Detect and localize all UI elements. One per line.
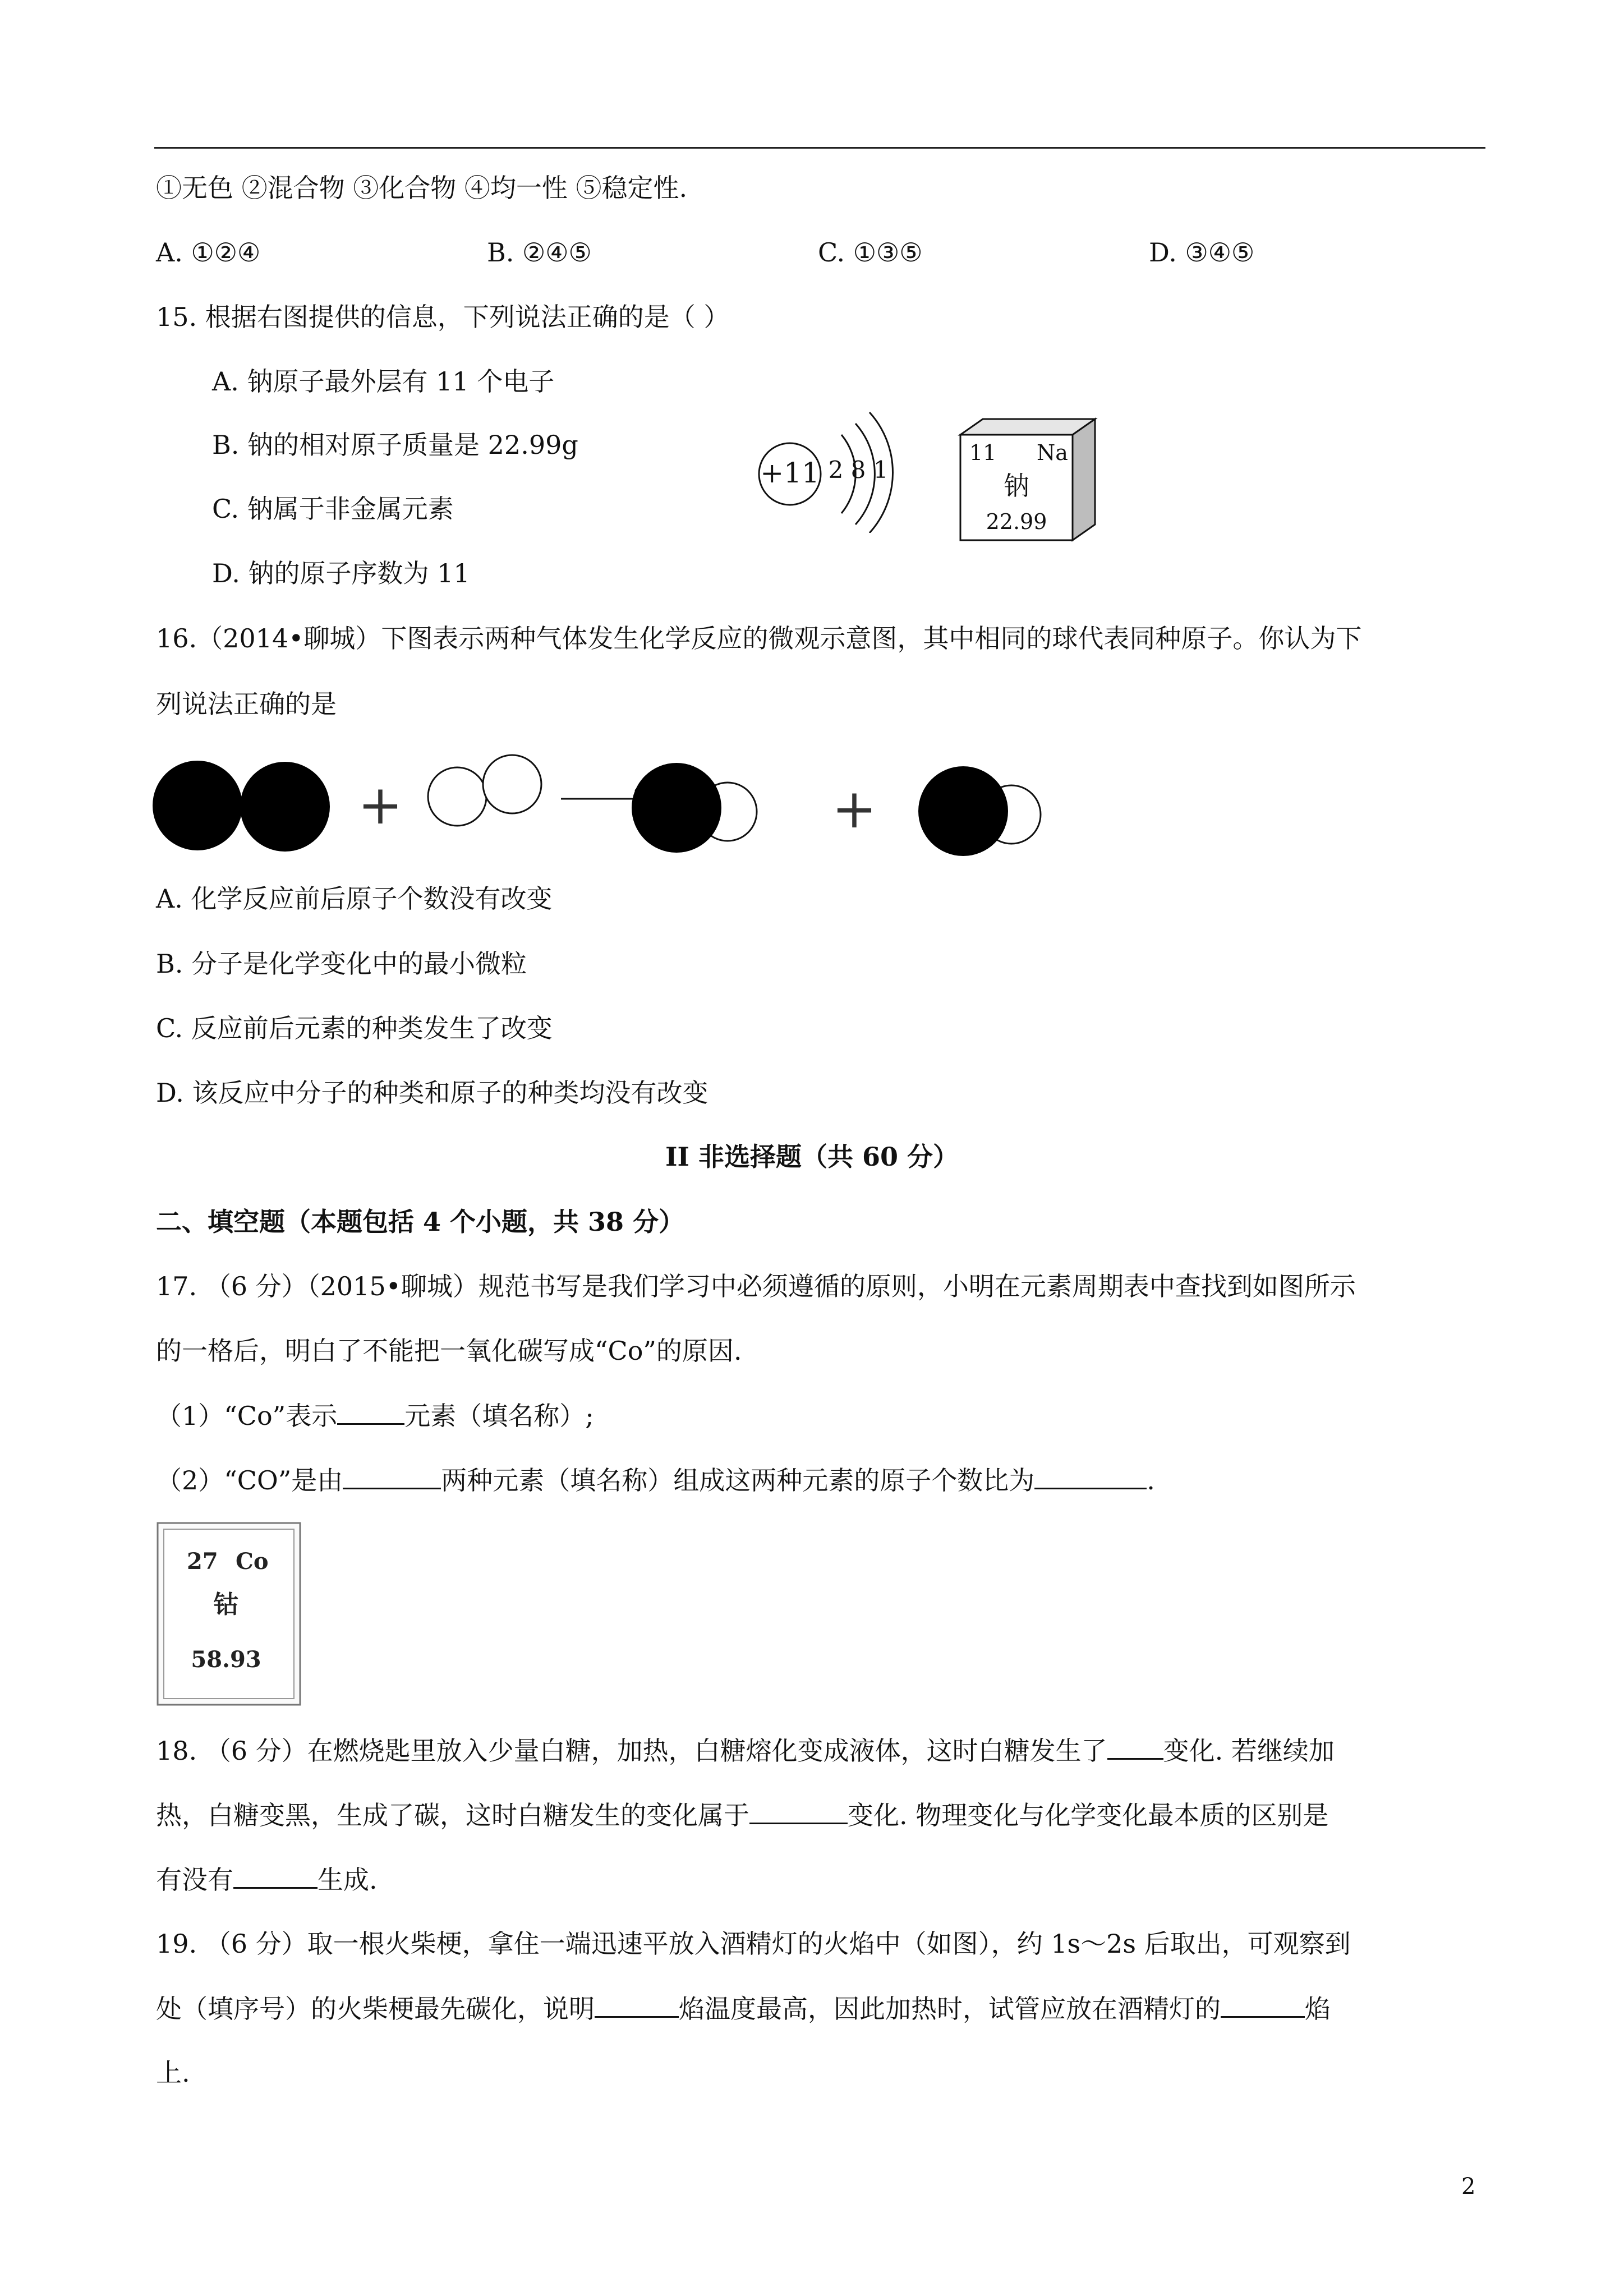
q14-option-c: C. ①③⑤ [818, 237, 923, 268]
na-atomic-mass: 22.99 [986, 509, 1047, 534]
white-atom-icon [483, 755, 541, 813]
na-name: 钠 [1004, 471, 1029, 501]
q17-sub1 [156, 1398, 594, 1433]
q15-option-d: D. 钠的原子序数为 11 [212, 558, 470, 588]
q14-option-b: B. ②④⑤ [487, 237, 592, 268]
q19-blank-1[interactable] [595, 1991, 679, 2018]
q19-blank-2[interactable] [1221, 1991, 1305, 2018]
q17-sub2-mid: 两种元素（填名称）组成这两种元素的原子个数比为 [441, 1465, 1035, 1496]
na-symbol: Na [1037, 440, 1068, 465]
q14-option-a: A. ①②④ [156, 237, 261, 268]
q16-option-c: C. 反应前后元素的种类发生了改变 [156, 1013, 553, 1043]
q17-line2: 的一格后，明白了不能把一氧化碳写成“Co”的原因. [156, 1336, 742, 1366]
q15-option-c: C. 钠属于非金属元素 [212, 494, 454, 524]
black-atom-icon [153, 761, 242, 850]
q19-line3: 上. [156, 2058, 190, 2088]
white-atom-icon [428, 767, 486, 826]
q18-blank-3[interactable] [233, 1862, 318, 1889]
q18-blank-2[interactable] [749, 1798, 848, 1824]
q18-blank-1[interactable] [1107, 1733, 1163, 1760]
co-symbol: Co [236, 1548, 269, 1575]
q15-option-a: A. 钠原子最外层有 11 个电子 [212, 366, 555, 397]
q18-line1-post: 变化. 若继续加 [1163, 1736, 1335, 1766]
q18-line1 [156, 1733, 1335, 1768]
q17-line1: 17. （6 分）（2015•聊城）规范书写是我们学习中必须遵循的原则，小明在元素周期表中查找到如图所示 [156, 1271, 1356, 1301]
q18-line2-pre: 热，白糖变黑，生成了碳，这时白糖发生的变化属于 [156, 1800, 749, 1830]
na-atomic-number: 11 [969, 440, 997, 465]
q19-line1: 19. （6 分）取一根火柴梗，拿住一端迅速平放入酒精灯的火焰中（如图），约 1s～2s 后取出，可观察到 [156, 1929, 1351, 1959]
q18-line3-pre: 有没有 [156, 1865, 233, 1895]
q16-option-d: D. 该反应中分子的种类和原子的种类均没有改变 [156, 1078, 709, 1108]
q19-line2-post: 焰 [1305, 1994, 1331, 2024]
q17-blank-1[interactable] [337, 1398, 404, 1425]
cobalt-element-card [156, 1521, 302, 1706]
q18-line3 [156, 1862, 378, 1897]
sodium-element-card [954, 412, 1099, 544]
q17-sub2-post: . [1147, 1465, 1155, 1496]
q17-blank-2[interactable] [343, 1463, 441, 1489]
black-atom-icon [240, 762, 330, 852]
q15-option-b: B. 钠的相对原子质量是 22.99g [212, 430, 578, 460]
q17-sub1-pre: （1）“Co”表示 [156, 1401, 338, 1431]
co-atomic-number: 27 [187, 1548, 218, 1575]
q18-line3-post: 生成. [318, 1865, 378, 1895]
q18-line2 [156, 1798, 1328, 1832]
q17-blank-3[interactable] [1034, 1463, 1147, 1489]
q15-stem: 15. 根据右图提供的信息，下列说法正确的是（ ） [156, 302, 730, 332]
q17-sub2 [156, 1463, 1155, 1497]
q14-option-d: D. ③④⑤ [1149, 237, 1255, 268]
q17-sub1-post: 元素（填名称）; [404, 1401, 594, 1431]
black-atom-icon [632, 763, 721, 853]
section2-heading: 二、填空题（本题包括 4 个小题，共 38 分） [156, 1207, 685, 1237]
electron-shells: 2 8 1 [828, 456, 889, 484]
header-rule [154, 147, 1485, 149]
q16-option-b: B. 分子是化学变化中的最小微粒 [156, 949, 527, 979]
q18-line2-post: 变化. 物理变化与化学变化最本质的区别是 [848, 1800, 1329, 1830]
q16-option-a: A. 化学反应前后原子个数没有改变 [156, 884, 553, 914]
q19-line2 [156, 1991, 1331, 2026]
q16-stem-line2: 列说法正确的是 [156, 689, 337, 719]
page-number: 2 [1461, 2174, 1476, 2200]
q17-sub2-pre: （2）“CO”是由 [156, 1465, 343, 1496]
q19-line2-mid: 焰温度最高，因此加热时，试管应放在酒精灯的 [679, 1994, 1221, 2024]
sodium-atom-structure-diagram [752, 404, 909, 533]
reaction-micro-diagram [151, 746, 1060, 864]
nucleus-charge: +11 [760, 457, 820, 489]
plus-sign-2: + [831, 777, 877, 840]
black-atom-icon [918, 766, 1008, 856]
plus-sign-1: + [357, 774, 403, 836]
q18-line1-pre: 18. （6 分）在燃烧匙里放入少量白糖，加热，白糖熔化变成液体，这时白糖发生了 [156, 1736, 1107, 1766]
q16-stem-line1: 16.（2014•聊城）下图表示两种气体发生化学反应的微观示意图，其中相同的球代表同种原子。你认为下 [156, 623, 1362, 654]
q19-line2-pre: 处（填序号）的火柴梗最先碳化，说明 [156, 1994, 595, 2024]
co-name: 钴 [214, 1590, 238, 1619]
co-atomic-mass: 58.93 [191, 1646, 261, 1673]
section-title: II 非选择题（共 60 分） [665, 1142, 959, 1172]
q14-statements: ①无色 ②混合物 ③化合物 ④均一性 ⑤稳定性. [156, 173, 688, 203]
